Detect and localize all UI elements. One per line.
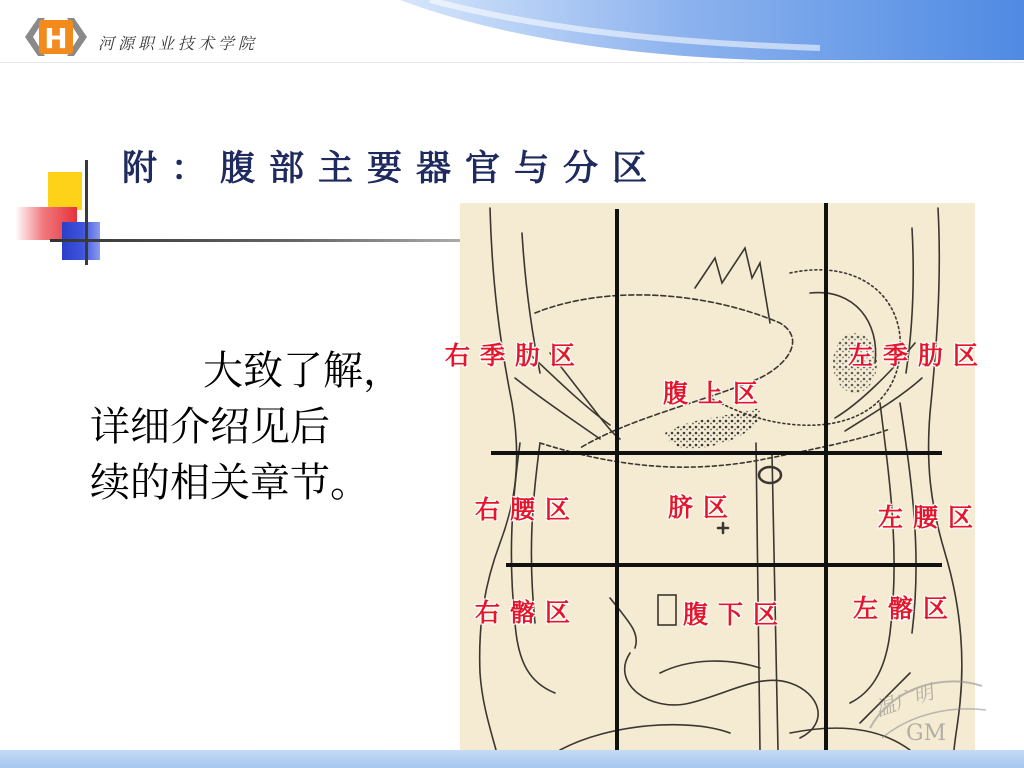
body-line: 续的相关章节。 <box>90 460 370 505</box>
header-swoosh-band <box>400 0 1024 60</box>
region-label-right-iliac: 右髂区 <box>475 598 581 627</box>
logo-letter: H <box>44 22 68 55</box>
school-logo-icon <box>25 14 87 60</box>
decor-vertical-rule <box>85 160 88 265</box>
region-label-left-lumbar: 左腰区 <box>878 503 984 532</box>
header-swoosh <box>0 0 1024 66</box>
region-label-left-iliac: 左髂区 <box>853 594 959 623</box>
school-name: 河源职业技术学院 <box>98 34 259 53</box>
watermark-text: 温广明 <box>871 679 937 722</box>
region-label-epigastric: 腹上区 <box>663 379 769 408</box>
slide-title: 附：腹部主要器官与分区 <box>122 149 662 189</box>
header-divider <box>0 62 1024 63</box>
watermark-initials: GM <box>906 721 947 746</box>
body-line: 大致了解， <box>203 348 403 393</box>
region-label-right-hypochondriac: 右季肋区 <box>445 341 586 370</box>
body-line: 详细介绍见后 <box>90 404 330 449</box>
region-label-right-lumbar: 右腰区 <box>475 495 581 524</box>
region-label-hypogastric: 腹下区 <box>683 600 789 629</box>
body-text <box>90 343 430 511</box>
footer-bar <box>0 750 1024 768</box>
region-label-left-hypochondriac: 左季肋区 <box>848 341 989 370</box>
watermark <box>862 668 990 746</box>
region-label-umbilical: 脐区 <box>668 493 739 522</box>
decor-yellow-square <box>48 172 82 210</box>
title-underline <box>50 239 460 242</box>
